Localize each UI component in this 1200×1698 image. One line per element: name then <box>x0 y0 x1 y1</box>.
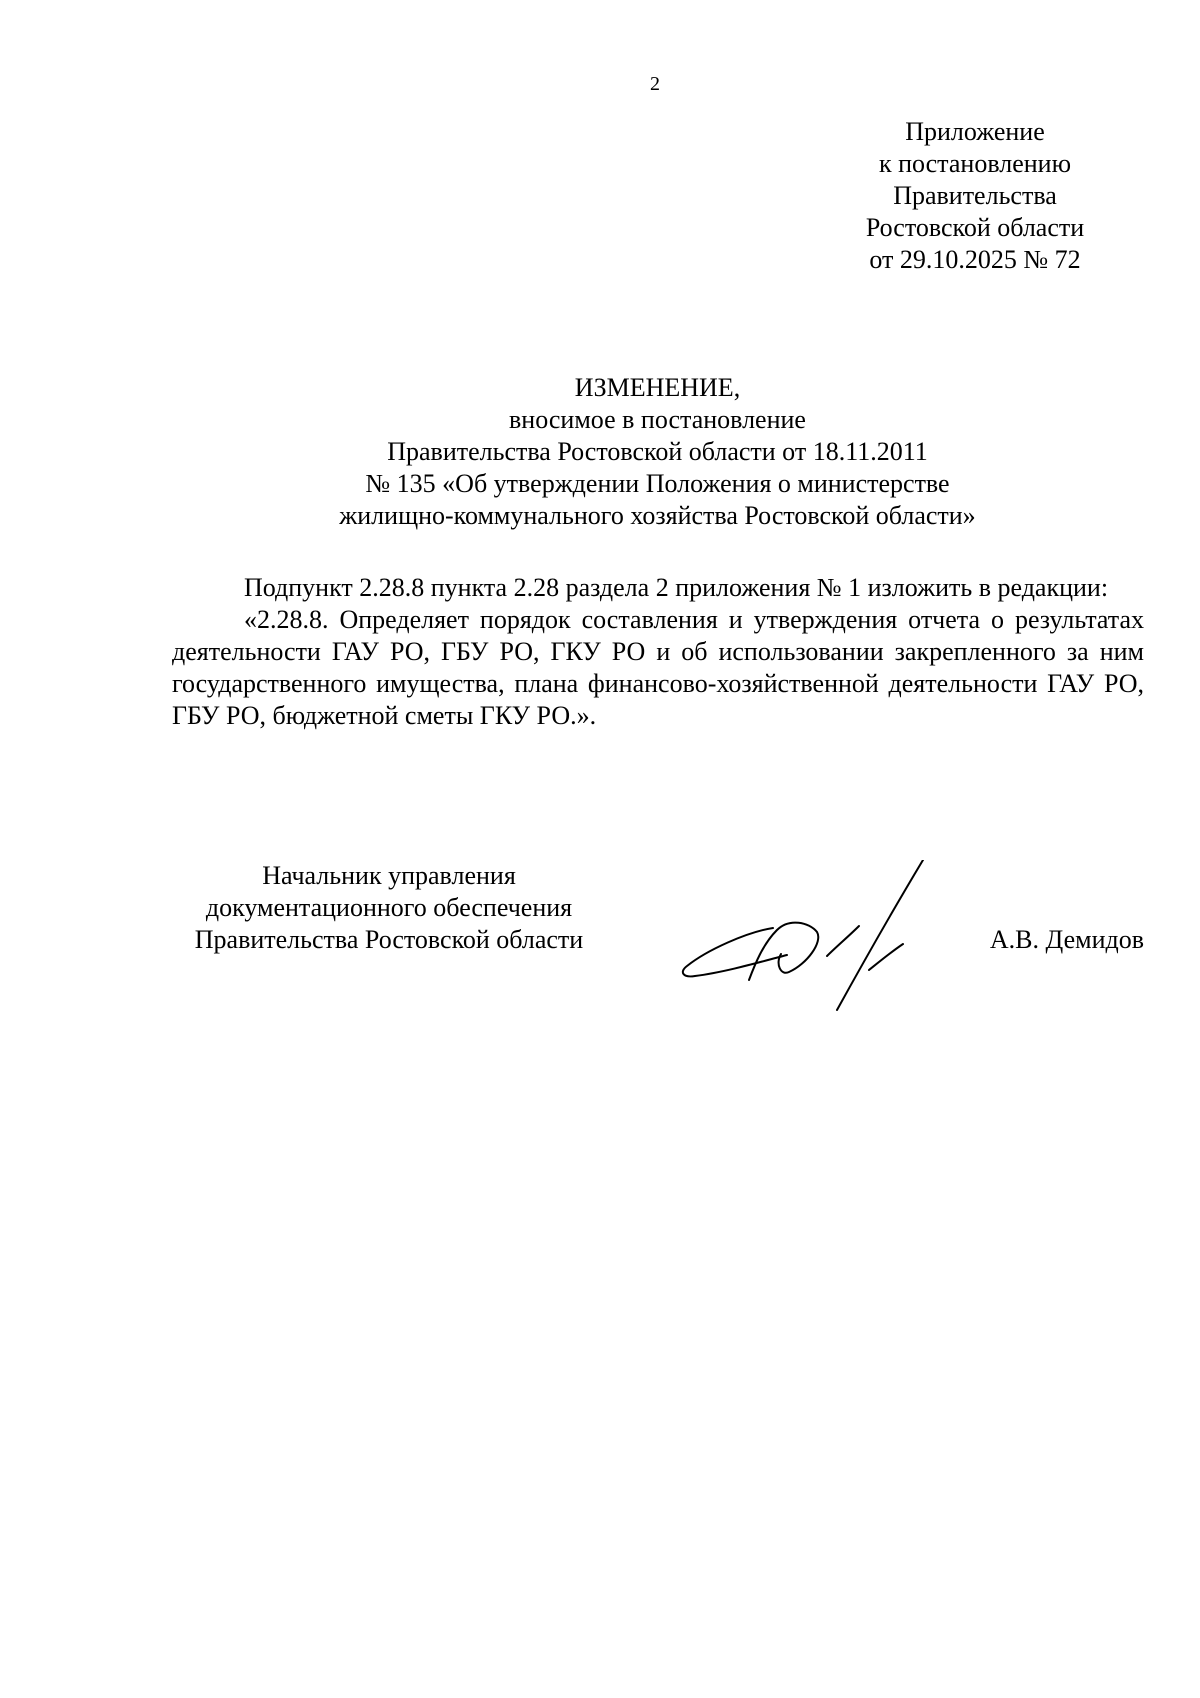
signature-block <box>172 860 1144 1020</box>
document-heading <box>260 372 1055 532</box>
body-paragraph: Подпункт 2.28.8 пункта 2.28 раздела 2 приложения № 1 изложить в редакции: <box>244 573 1109 602</box>
document-body <box>172 572 1144 732</box>
page-number: 2 <box>650 73 660 95</box>
appendix-block <box>830 116 1120 276</box>
appendix-line: Правительства <box>893 181 1057 210</box>
handwritten-signature <box>677 860 957 1020</box>
heading-line: жилищно-коммунального хозяйства Ростовской области» <box>339 501 976 530</box>
appendix-line: к постановлению <box>878 149 1072 178</box>
position-line: Правительства Ростовской области <box>194 925 584 954</box>
position-line: Начальник управления <box>262 861 516 890</box>
appendix-line: Приложение <box>905 117 1045 146</box>
heading-line: вносимое в постановление <box>509 405 806 434</box>
heading-line: № 135 «Об утверждении Положения о министерстве <box>365 469 950 498</box>
heading-line: Правительства Ростовской области от 18.11.2011 <box>387 437 928 466</box>
position-line: документационного обеспечения <box>205 893 573 922</box>
signatory-position <box>172 860 606 956</box>
signatory-name: А.В. Демидов <box>989 925 1144 954</box>
appendix-date-number: от 29.10.2025 № 72 <box>869 245 1081 274</box>
body-paragraph: «2.28.8. Определяет порядок составления и утверждения отчета о результатах деятельности ГАУ РО, ГБУ РО, ГКУ РО и об использовании закрепленного за ним государственного имущества, плана финансово-хозяйственной деятельности ГАУ РО, ГБУ РО, бюджетной сметы ГКУ РО.». <box>172 605 1144 730</box>
appendix-line: Ростовской области <box>865 213 1085 242</box>
heading-title: ИЗМЕНЕНИЕ, <box>574 373 741 402</box>
